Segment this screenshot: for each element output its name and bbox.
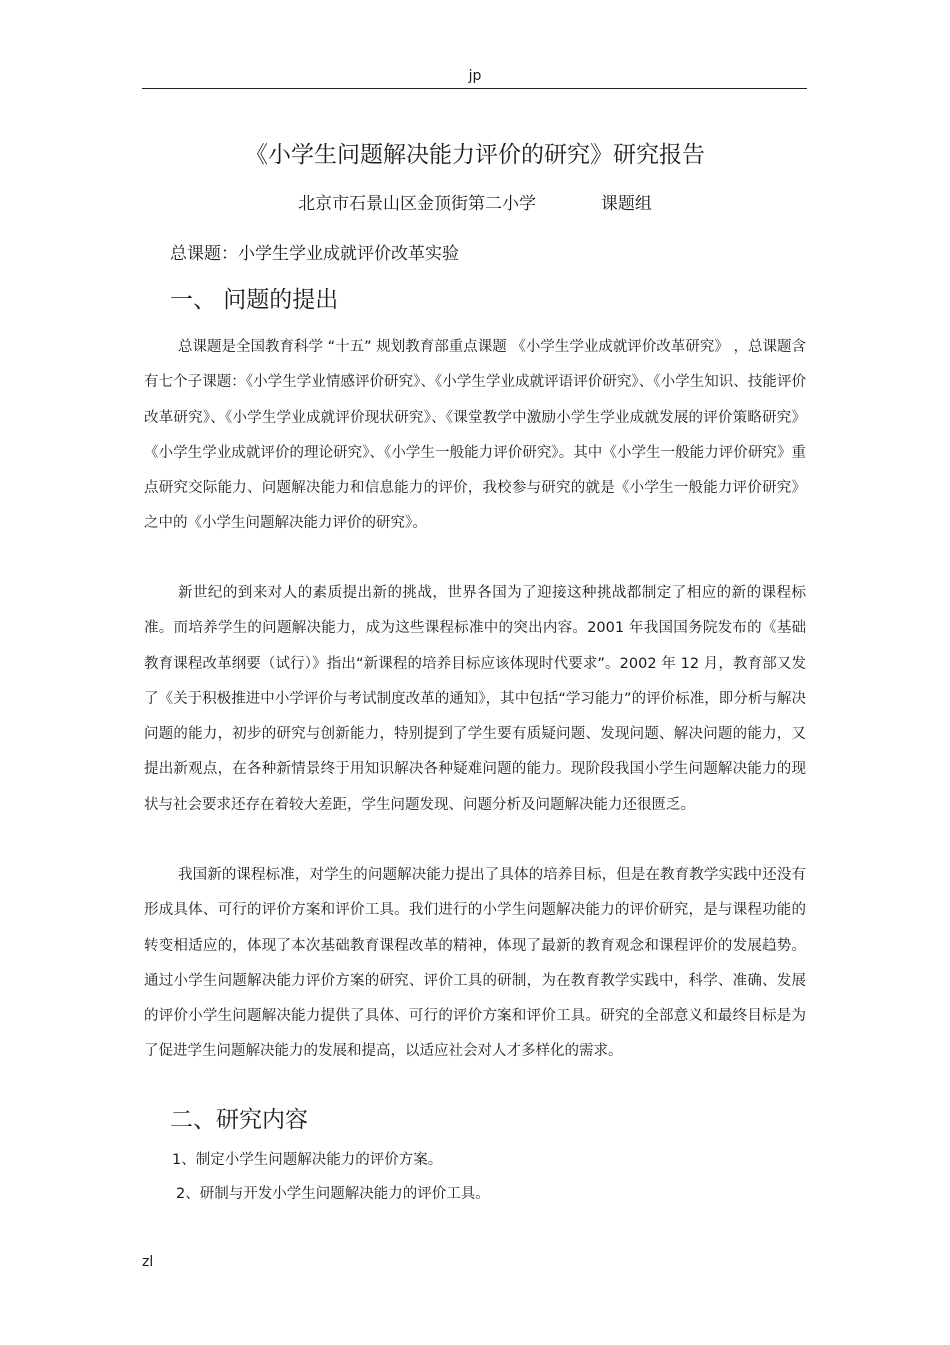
main-project-line: 总课题：小学生学业成就评价改革实验 (170, 244, 459, 264)
research-item-2: 2、研制与开发小学生问题解决能力的评价工具。 (176, 1186, 490, 1202)
page-footer-text: zl (142, 1254, 154, 1270)
author-line: 北京市石景山区金顶街第二小学 课题组 (298, 194, 652, 214)
page-header-text: jp (468, 68, 482, 84)
section-1-paragraph-3: 我国新的课程标准，对学生的问题解决能力提出了具体的培养目标，但是在教育教学实践中还没有形成具体、可行的评价方案和评价工具。我们进行的小学生问题解决能力的评价研究，是与课程功能的转变相适应的，体现了本次基础教育课程改革的精神，体现了最新的教育观念和课程评价的发展趋势。通过小学生问题解决能力评价方案的研究、评价工具的研制，为在教育教学实践中，科学、准确、发展的评价小学生问题解决能力提供了具体、可行的评价方案和评价工具。研究的全部意义和最终目标是为了促进学生问题解决能力的发展和提高，以适应社会对人才多样化的需求。 (144, 867, 806, 1060)
research-item-1: 1、制定小学生问题解决能力的评价方案。 (172, 1152, 443, 1168)
section-2-heading: 二、研究内容 (170, 1107, 308, 1133)
section-1-paragraph-2: 新世纪的到来对人的素质提出新的挑战，世界各国为了迎接这种挑战都制定了相应的新的课程标准。而培养学生的问题解决能力，成为这些课程标准中的突出内容。2001 年我国国务院发布的《基础教育课程改革纲要（试行）》指出“新课程的培养目标应该体现时代要求”。2002 年 12 月，教育部又发了《关于积极推进中小学评价与考试制度改革的通知》，其中包括“学习能力”的评价标准，即分析与解决问题的能力，初步的研究与创新能力，特别提到了学生要有质疑问题、发现问题、解决问题的能力，又提出新观点，在各种新情景终于用知识解决各种疑难问题的能力。现阶段我国小学生问题解决能力的现状与社会要求还存在着较大差距，学生问题发现、问题分析及问题解决能力还很匮乏。 (144, 585, 806, 813)
header-divider (142, 88, 807, 89)
document-title: 《小学生问题解决能力评价的研究》研究报告 (245, 142, 705, 168)
section-1-paragraph-1: 总课题是全国教育科学 “十五” 规划教育部重点课题 《小学生学业成就评价改革研究》 ，总课题含有七个子课题：《小学生学业情感评价研究》、《小学生学业成就评语评价研究》、《小学生知识、技能评价改革研究》、《小学生学业成就评价现状研究》、《课堂教学中激励小学生学业成就发展的评价策略研究》《小学生学业成就评价的理论研究》、《小学生一般能力评价研究》。其中《小学生一般能力评价研究》重点研究交际能力、问题解决能力和信息能力的评价，我校参与研究的就是《小学生一般能力评价研究》之中的《小学生问题解决能力评价的研究》。 (144, 339, 806, 532)
section-1-heading: 一、 问题的提出 (170, 287, 339, 313)
